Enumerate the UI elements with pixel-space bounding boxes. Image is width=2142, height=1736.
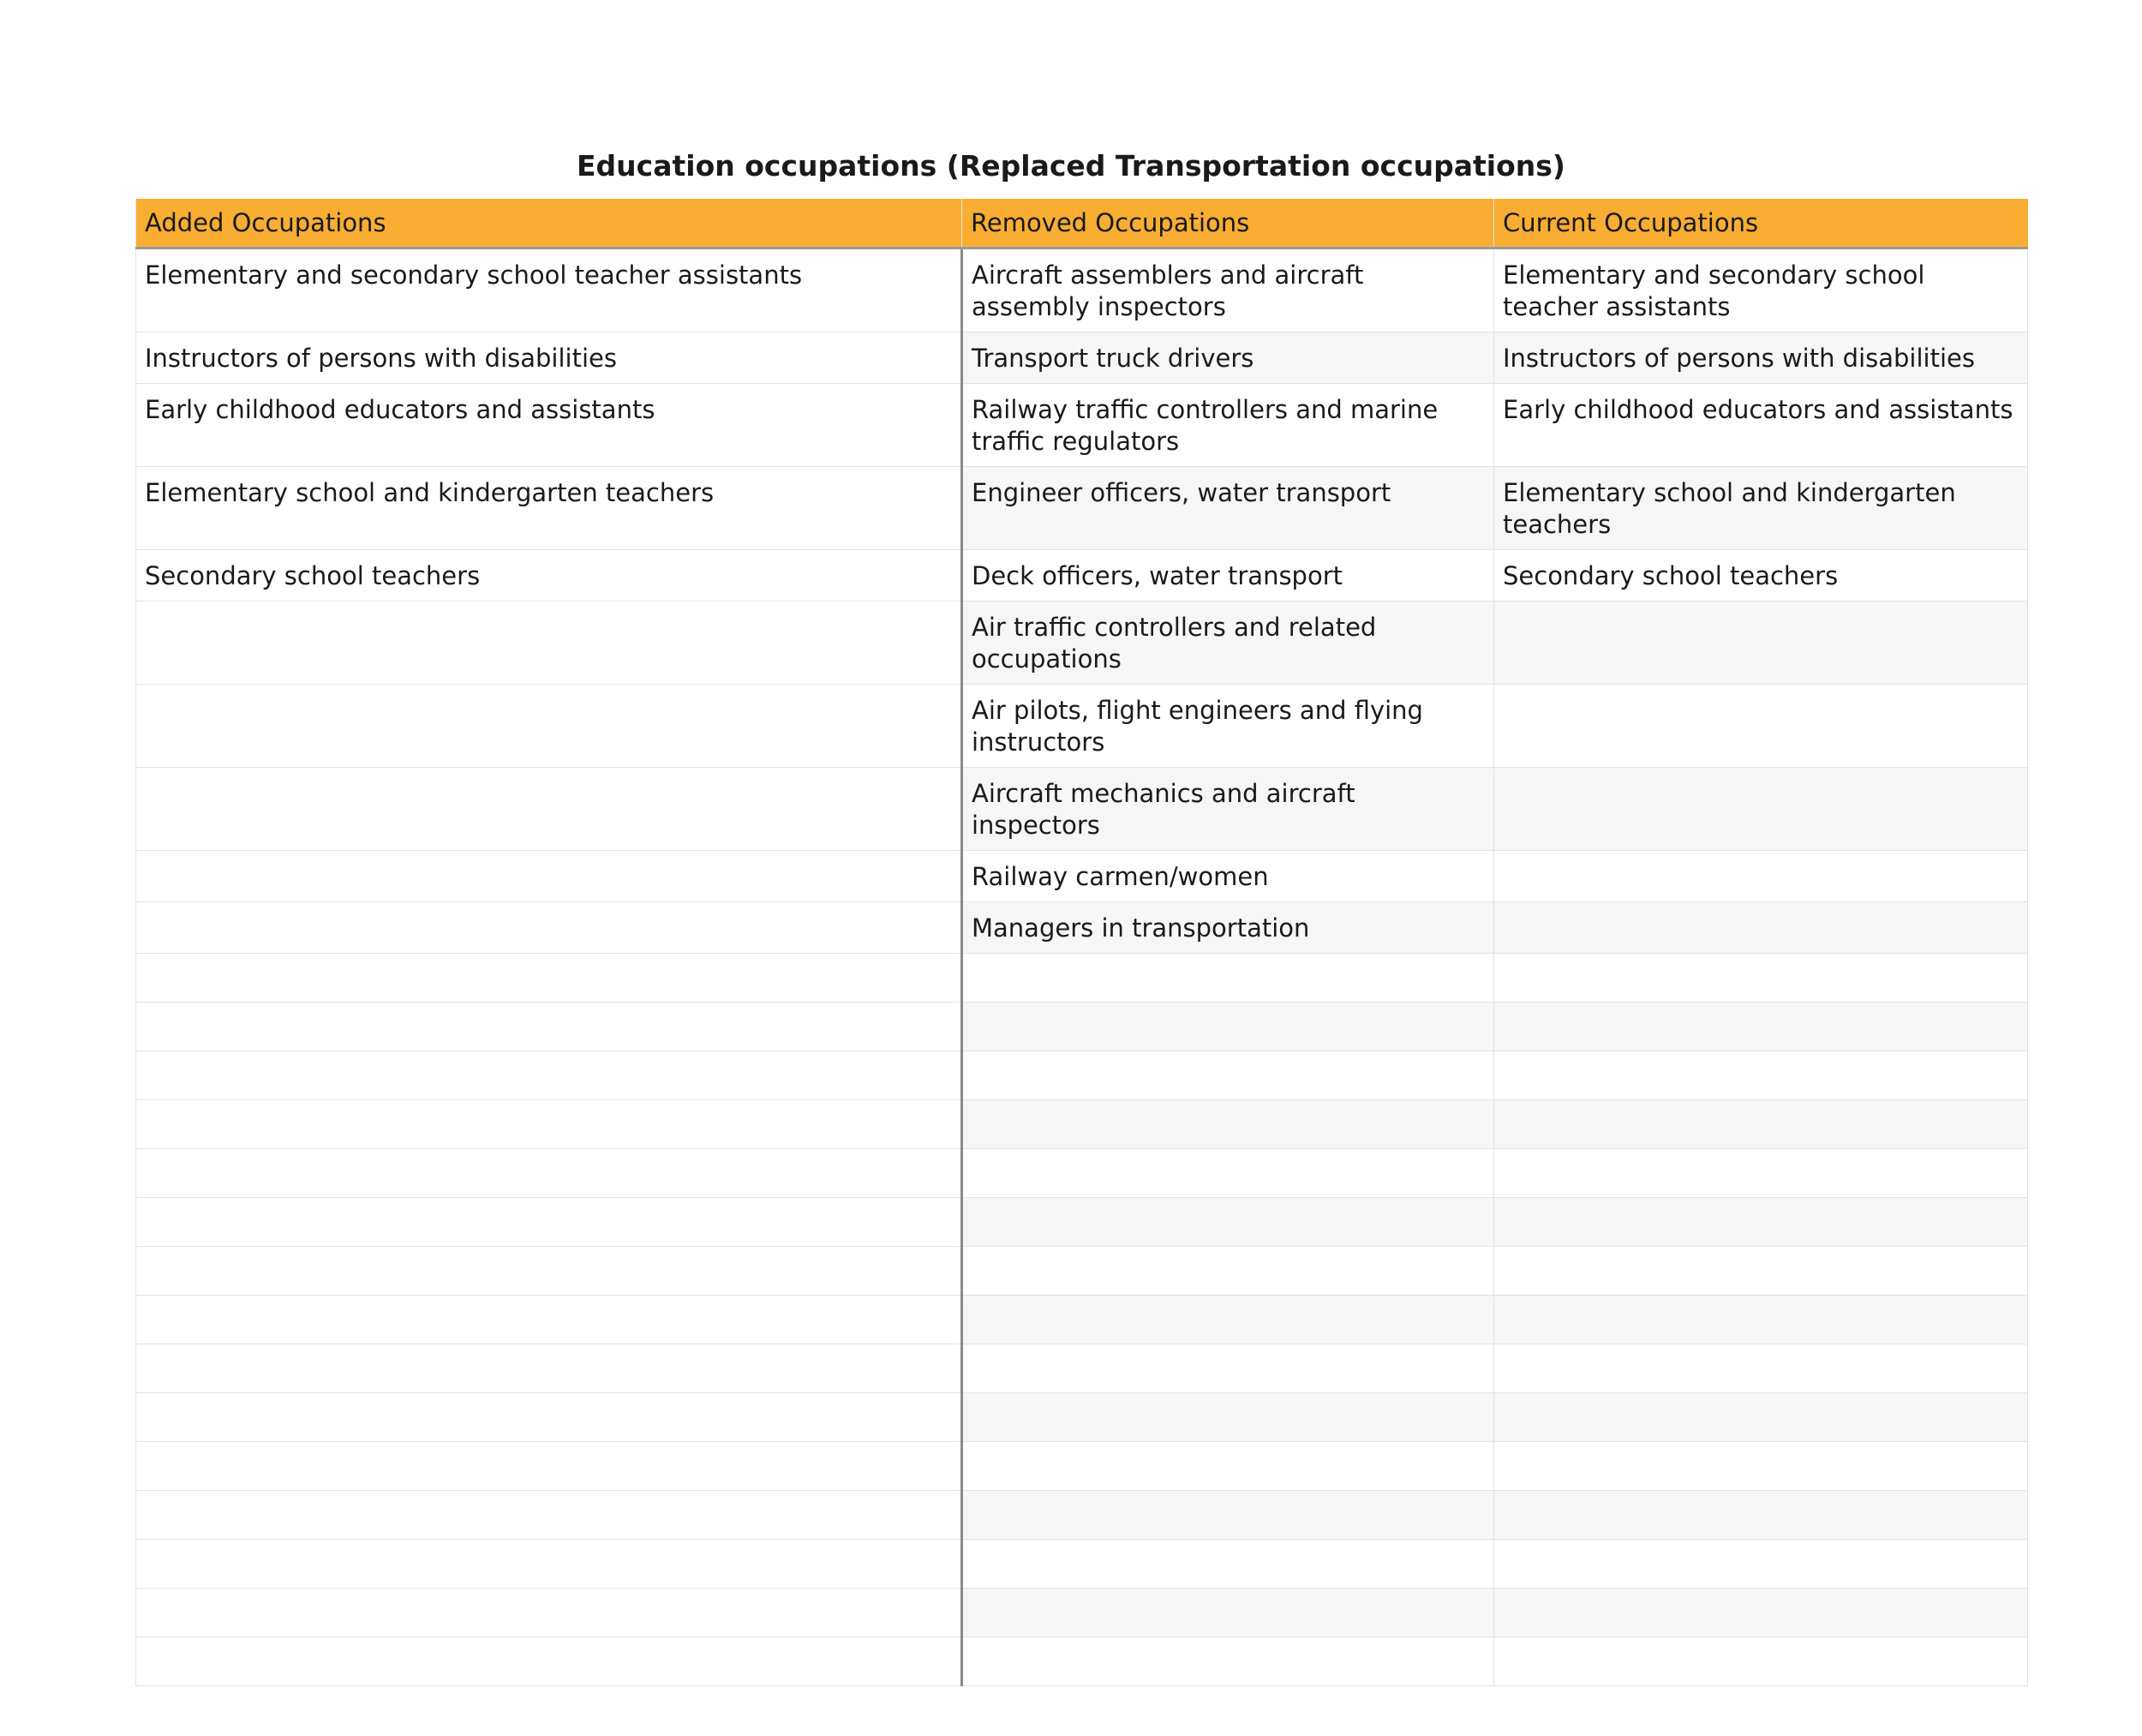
cell-removed: Transport truck drivers bbox=[962, 332, 1494, 384]
cell-current: Elementary and secondary school teacher assistants bbox=[1494, 248, 2028, 332]
cell-removed: Railway carmen/women bbox=[962, 851, 1494, 902]
table-row bbox=[136, 954, 2028, 1003]
table-row bbox=[136, 1003, 2028, 1051]
cell-current bbox=[1494, 1637, 2028, 1686]
cell-current bbox=[1494, 1100, 2028, 1149]
table-row bbox=[136, 602, 2028, 685]
cell-added bbox=[136, 1491, 962, 1540]
cell-current bbox=[1494, 685, 2028, 768]
cell-removed bbox=[962, 954, 1494, 1003]
cell-added bbox=[136, 1393, 962, 1442]
cell-removed bbox=[962, 1637, 1494, 1686]
table-row bbox=[136, 467, 2028, 550]
cell-removed bbox=[962, 1296, 1494, 1344]
table-row bbox=[136, 1149, 2028, 1198]
cell-current bbox=[1494, 1540, 2028, 1589]
cell-current bbox=[1494, 1198, 2028, 1247]
cell-added bbox=[136, 954, 962, 1003]
table-row bbox=[136, 685, 2028, 768]
cell-removed: Air traffic controllers and related occupations bbox=[962, 602, 1494, 685]
column-header-added: Added Occupations bbox=[136, 199, 962, 248]
cell-current bbox=[1494, 1442, 2028, 1491]
cell-current bbox=[1494, 954, 2028, 1003]
cell-added bbox=[136, 1540, 962, 1589]
occupations-table bbox=[135, 199, 2028, 1686]
table-row bbox=[136, 1247, 2028, 1296]
cell-added bbox=[136, 1051, 962, 1100]
cell-added bbox=[136, 1003, 962, 1051]
cell-added bbox=[136, 685, 962, 768]
cell-removed bbox=[962, 1442, 1494, 1491]
cell-added bbox=[136, 902, 962, 954]
cell-current bbox=[1494, 1051, 2028, 1100]
cell-added: Elementary and secondary school teacher assistants bbox=[136, 248, 962, 332]
cell-current bbox=[1494, 1247, 2028, 1296]
table-row bbox=[136, 384, 2028, 467]
cell-added: Secondary school teachers bbox=[136, 550, 962, 602]
cell-current: Elementary school and kindergarten teachers bbox=[1494, 467, 2028, 550]
cell-added bbox=[136, 1442, 962, 1491]
cell-added bbox=[136, 1637, 962, 1686]
table-row bbox=[136, 550, 2028, 602]
cell-current: Instructors of persons with disabilities bbox=[1494, 332, 2028, 384]
table-row bbox=[136, 1589, 2028, 1637]
cell-current: Secondary school teachers bbox=[1494, 550, 2028, 602]
table-row bbox=[136, 902, 2028, 954]
table-body bbox=[136, 248, 2028, 1686]
cell-removed: Engineer officers, water transport bbox=[962, 467, 1494, 550]
table-row bbox=[136, 1198, 2028, 1247]
table-row bbox=[136, 1637, 2028, 1686]
cell-current bbox=[1494, 602, 2028, 685]
table-row bbox=[136, 1100, 2028, 1149]
page-title: Education occupations (Replaced Transportation occupations) bbox=[577, 149, 1565, 183]
cell-removed bbox=[962, 1344, 1494, 1393]
cell-removed: Deck officers, water transport bbox=[962, 550, 1494, 602]
cell-current bbox=[1494, 1491, 2028, 1540]
cell-current bbox=[1494, 1149, 2028, 1198]
cell-added bbox=[136, 1149, 962, 1198]
cell-added bbox=[136, 851, 962, 902]
cell-removed: Air pilots, flight engineers and flying instructors bbox=[962, 685, 1494, 768]
table-row bbox=[136, 1442, 2028, 1491]
cell-current bbox=[1494, 768, 2028, 851]
table-row bbox=[136, 851, 2028, 902]
table-row bbox=[136, 1344, 2028, 1393]
table-row bbox=[136, 768, 2028, 851]
cell-added: Early childhood educators and assistants bbox=[136, 384, 962, 467]
cell-current bbox=[1494, 851, 2028, 902]
cell-removed bbox=[962, 1540, 1494, 1589]
cell-current bbox=[1494, 1296, 2028, 1344]
cell-removed bbox=[962, 1393, 1494, 1442]
cell-removed: Railway traffic controllers and marine traffic regulators bbox=[962, 384, 1494, 467]
cell-removed: Aircraft mechanics and aircraft inspectors bbox=[962, 768, 1494, 851]
table-row bbox=[136, 1393, 2028, 1442]
cell-added bbox=[136, 1247, 962, 1296]
cell-current: Early childhood educators and assistants bbox=[1494, 384, 2028, 467]
cell-added bbox=[136, 768, 962, 851]
cell-current bbox=[1494, 902, 2028, 954]
cell-added bbox=[136, 1100, 962, 1149]
table-row bbox=[136, 248, 2028, 332]
cell-removed bbox=[962, 1589, 1494, 1637]
cell-removed bbox=[962, 1149, 1494, 1198]
cell-removed bbox=[962, 1051, 1494, 1100]
column-header-current: Current Occupations bbox=[1494, 199, 2028, 248]
cell-added bbox=[136, 1198, 962, 1247]
cell-current bbox=[1494, 1589, 2028, 1637]
cell-added bbox=[136, 602, 962, 685]
table-header-row bbox=[136, 199, 2028, 248]
cell-current bbox=[1494, 1003, 2028, 1051]
table-row bbox=[136, 332, 2028, 384]
table-row bbox=[136, 1491, 2028, 1540]
table-row bbox=[136, 1296, 2028, 1344]
cell-current bbox=[1494, 1344, 2028, 1393]
cell-removed bbox=[962, 1100, 1494, 1149]
cell-removed bbox=[962, 1003, 1494, 1051]
column-header-removed: Removed Occupations bbox=[962, 199, 1494, 248]
cell-added bbox=[136, 1589, 962, 1637]
table-row bbox=[136, 1540, 2028, 1589]
cell-removed bbox=[962, 1491, 1494, 1540]
cell-removed: Aircraft assemblers and aircraft assembly inspectors bbox=[962, 248, 1494, 332]
cell-removed: Managers in transportation bbox=[962, 902, 1494, 954]
cell-removed bbox=[962, 1247, 1494, 1296]
cell-added: Instructors of persons with disabilities bbox=[136, 332, 962, 384]
cell-added bbox=[136, 1344, 962, 1393]
table-row bbox=[136, 1051, 2028, 1100]
cell-current bbox=[1494, 1393, 2028, 1442]
cell-removed bbox=[962, 1198, 1494, 1247]
cell-added bbox=[136, 1296, 962, 1344]
cell-added: Elementary school and kindergarten teachers bbox=[136, 467, 962, 550]
